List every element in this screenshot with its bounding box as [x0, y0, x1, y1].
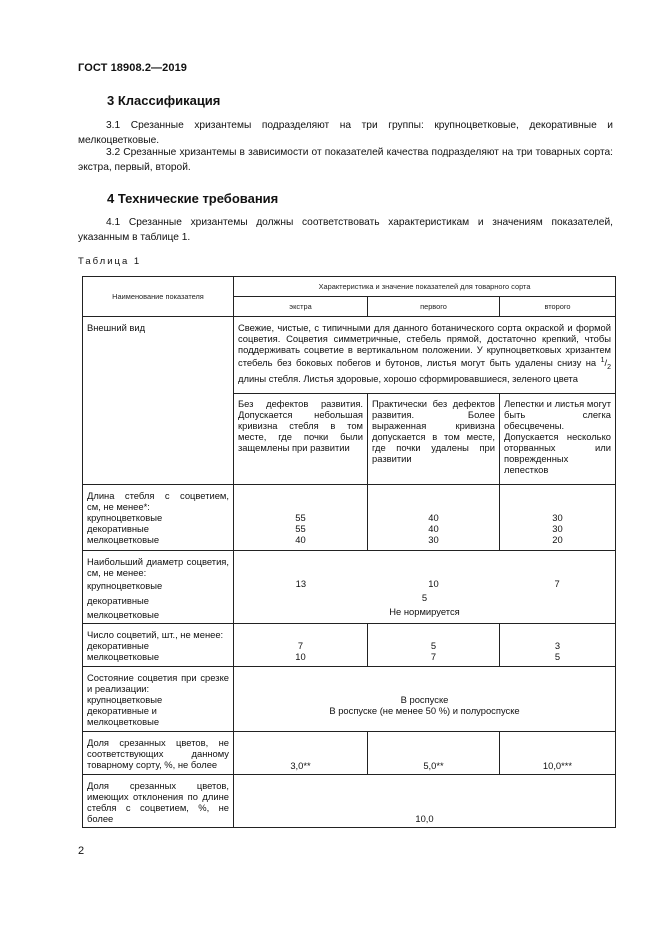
diameter-large-first: 10	[428, 578, 439, 589]
share-length-all: 10,0	[234, 775, 616, 828]
section-3-heading: 3 Классификация	[107, 93, 221, 108]
stem-length-label-1: Длина стебля с соцветием,	[87, 490, 229, 501]
stem-first-small: 30	[428, 534, 439, 545]
section-4-heading: 4 Технические требования	[107, 191, 279, 206]
state-large-all: В роспуске	[400, 694, 449, 705]
header-grade-first: первого	[368, 297, 500, 317]
stem-first-large: 40	[428, 512, 439, 523]
appearance-common-tail: длины стебля. Листья здоровые, хорошо сформировавшиеся, зеленого цвета	[238, 373, 578, 384]
header-group: Характеристика и значение показателей для товарного сорта	[234, 277, 616, 297]
header-indicator: Наименование показателя	[83, 277, 234, 317]
diameter-name-large: крупноцветковые	[87, 580, 163, 591]
count-extra-small: 10	[295, 651, 306, 662]
appearance-common-text: Свежие, чистые, с типичными для данного ботанического сорта окраской и формой соцветия. Соцветия симметричные, стебель прямой, достаточно крепкий, чтобы поддерживать соцветие в вертикальном положении. У крупноцветковых хризантем стебель без боковых побегов и бутонов, листья могут быть удалены снизу на	[238, 322, 611, 369]
paragraph-4-1: 4.1 Срезанные хризантемы должны соответствовать характеристикам и значениям показателей, указанным в таблице 1.	[78, 217, 613, 243]
stem-extra-large: 55	[295, 512, 306, 523]
count-first-small: 7	[430, 651, 437, 662]
diameter-name-decorative: декоративные	[87, 595, 149, 606]
count-second-small: 5	[554, 651, 561, 662]
count-second	[500, 624, 616, 667]
count-second-decorative: 3	[554, 640, 561, 651]
stem-length-second	[500, 485, 616, 551]
appearance-second: Лепестки и листья могут быть слегка обесцвечены. Допускается несколько оторванных или поврежденных лепестков	[500, 394, 616, 485]
stem-length-extra	[234, 485, 368, 551]
diameter-small-all: Не нормируется	[389, 606, 460, 617]
stem-length-name-small: мелкоцветковые	[87, 534, 160, 545]
stem-second-decorative: 30	[552, 523, 563, 534]
state-name-large: крупноцветковые	[87, 694, 163, 705]
count-first	[368, 624, 500, 667]
fraction-numerator: 1	[600, 357, 605, 364]
count-extra	[234, 624, 368, 667]
diameter-large-extra: 13	[295, 578, 307, 589]
header-grade-second: второго	[500, 297, 616, 317]
requirements-table	[82, 276, 616, 828]
row-label-stem-length	[83, 485, 234, 551]
diameter-name-small: мелкоцветковые	[87, 609, 160, 620]
share-nonconform-second: 10,0***	[500, 732, 616, 775]
state-name-other: декоративные и мелкоцветковые	[87, 705, 160, 727]
row-label-count	[83, 624, 234, 667]
stem-length-first	[368, 485, 500, 551]
row-label-share-nonconform: Доля срезанных цветов, не соответствующих данному товарному сорту, %, не более	[83, 732, 234, 775]
stem-length-name-large: крупноцветковые	[87, 512, 163, 523]
appearance-first: Практически без дефектов развития. Более выраженная кривизна допускается в том месте, где почки удалены при развитии	[368, 394, 500, 485]
page-number: 2	[78, 845, 85, 857]
paragraph-3-1: 3.1 Срезанные хризантемы подразделяют на три группы: крупноцветковые, декоративные и мелкоцветковые.	[78, 120, 613, 146]
stem-extra-decorative: 55	[295, 523, 306, 534]
row-label-appearance	[83, 317, 234, 485]
stem-extra-small: 40	[295, 534, 306, 545]
state-values	[234, 667, 616, 732]
paragraph-3-2: 3.2 Срезанные хризантемы в зависимости от показателей качества подразделяют на три товарных сорта: экстра, первый, второй.	[78, 147, 613, 173]
state-other-all: В роспуске (не менее 50 %) и полуроспуске	[329, 705, 520, 716]
stem-second-large: 30	[552, 512, 563, 523]
row-label-state	[83, 667, 234, 732]
diameter-decorative-all: 5	[421, 592, 428, 603]
stem-second-small: 20	[552, 534, 563, 545]
count-extra-decorative: 7	[297, 640, 304, 651]
diameter-large-second: 7	[554, 578, 560, 589]
share-nonconform-extra: 3,0**	[234, 732, 368, 775]
row-label-share-length: Доля срезанных цветов, имеющих отклонения по длине стебля с соцветием, %, не более	[83, 775, 234, 828]
stem-first-decorative: 40	[428, 523, 439, 534]
diameter-label: Наибольший диаметр соцветия, см, не менее:	[87, 556, 229, 578]
row-label-diameter	[83, 551, 234, 624]
stem-length-name-decorative: декоративные	[87, 523, 149, 534]
table-caption: Таблица 1	[78, 256, 142, 267]
count-label: Число соцветий, шт., не менее:	[87, 629, 224, 640]
appearance-extra: Без дефектов развития. Допускается небольшая кривизна стебля в том месте, где почки были защемлены при развитии	[234, 394, 368, 485]
stem-length-label-2: см, не менее*:	[87, 501, 150, 512]
fraction-denominator: 2	[607, 364, 611, 371]
document-header: ГОСТ 18908.2—2019	[78, 62, 188, 74]
count-first-decorative: 5	[430, 640, 437, 651]
diameter-values	[234, 551, 616, 624]
share-nonconform-first: 5,0**	[368, 732, 500, 775]
appearance-label: Внешний вид	[87, 322, 146, 333]
state-label: Состояние соцветия при срезке и реализации:	[87, 672, 229, 694]
count-name-decorative: декоративные	[87, 640, 149, 651]
count-name-small: мелкоцветковые	[87, 651, 160, 662]
appearance-common-cell: Свежие, чистые, с типичными для данного ботанического сорта окраской и формой соцветия. Соцветия симметричные, стебель прямой, достаточно крепкий, чтобы поддерживать соцветие в вертикальном положении. У крупноцветковых хризантем стебель без боковых побегов и бутонов, листья могут быть удалены снизу на $^1/_2$ длины стебля. Листья здоровые, хорошо сформировавшиеся, зеленого цвета	[234, 317, 616, 394]
header-grade-extra: экстра	[234, 297, 368, 317]
